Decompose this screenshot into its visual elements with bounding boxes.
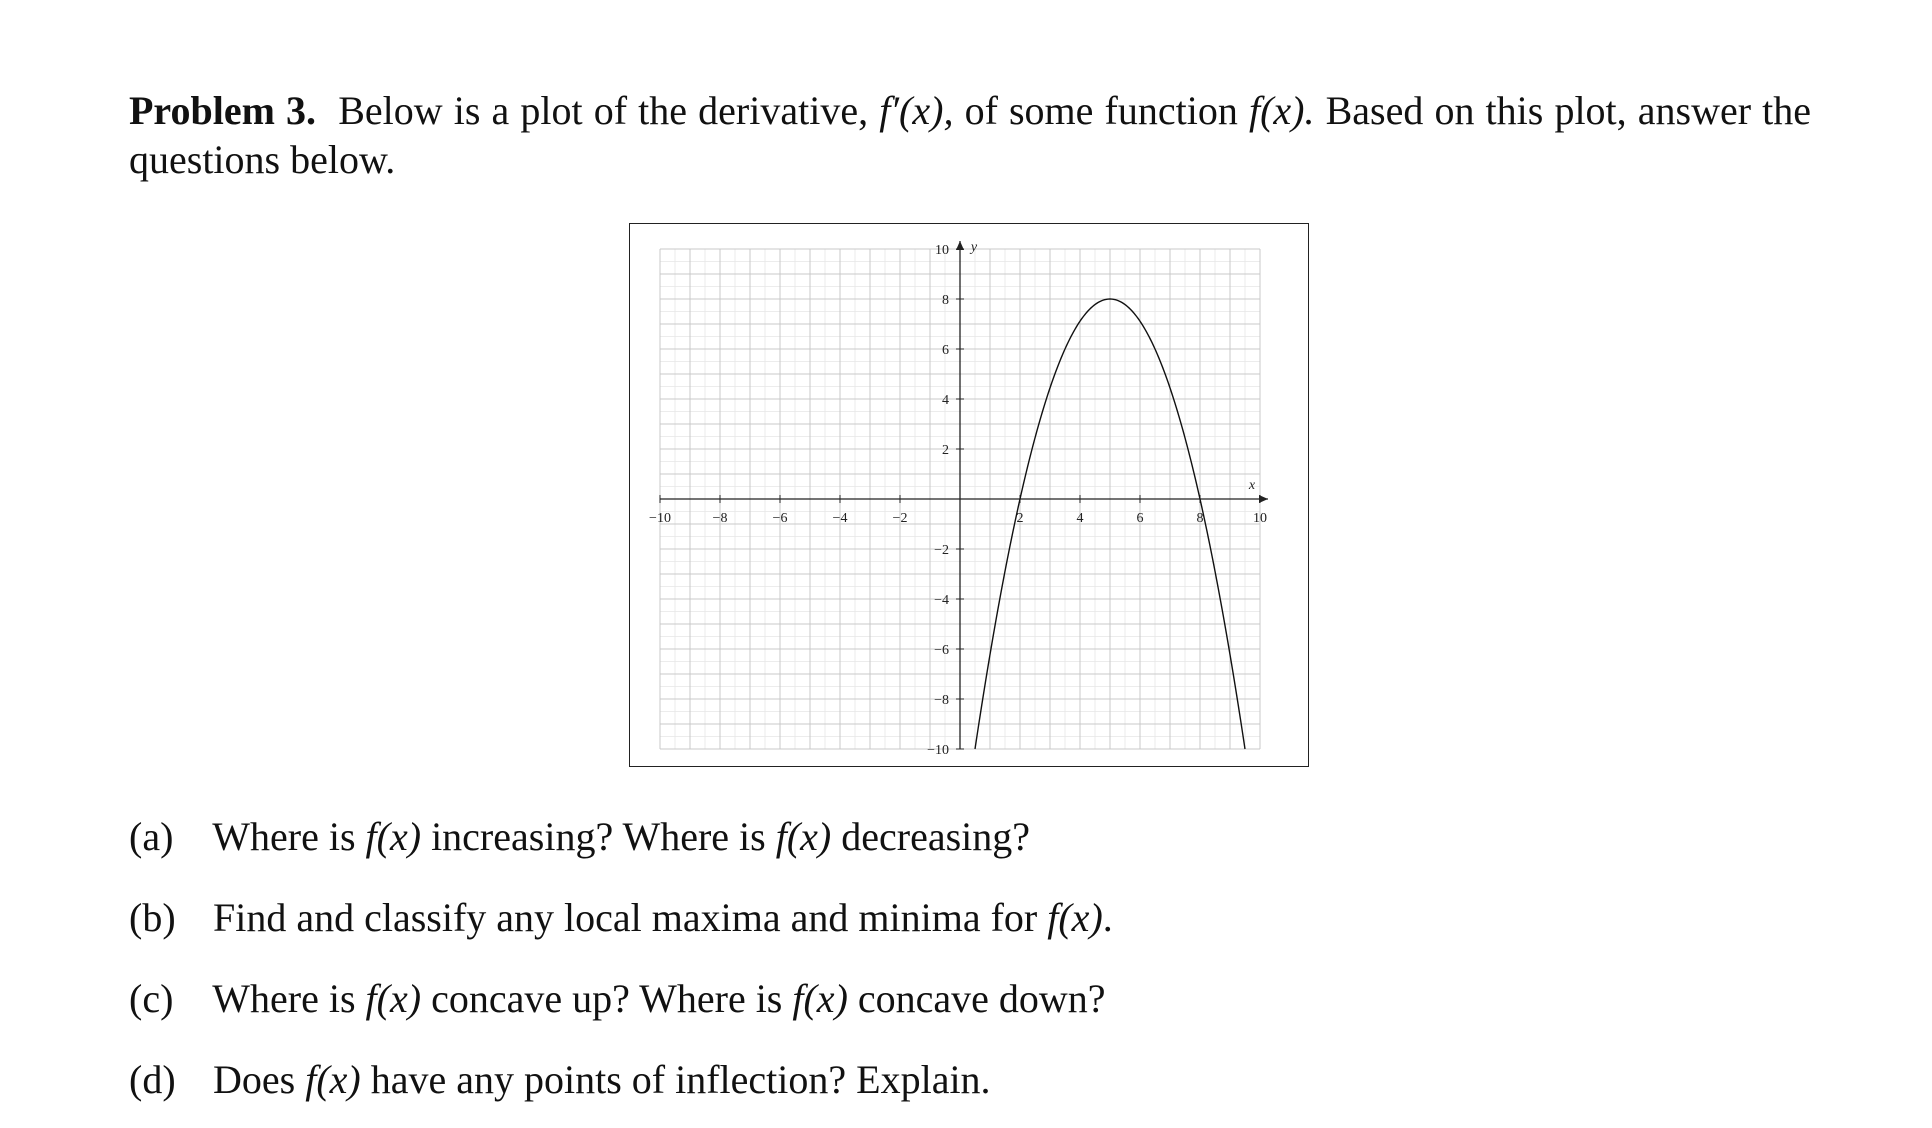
y-tick-label: −8 (934, 693, 949, 708)
y-tick-label: 10 (935, 243, 949, 258)
x-tick-label: −2 (892, 511, 908, 526)
y-tick-label: −10 (927, 743, 949, 758)
question-c-text-1: Where is (212, 976, 366, 1021)
question-c-fx-1: f(x) (365, 976, 422, 1021)
x-tick-label: 8 (1196, 511, 1204, 526)
question-c-fx-2: f(x) (792, 976, 848, 1021)
y-tick-label: −6 (934, 643, 949, 658)
question-a-text-3: decreasing? (831, 814, 1031, 859)
question-b (129, 894, 1113, 942)
y-tick-label: −4 (934, 593, 949, 608)
x-tick-label: 10 (1253, 511, 1267, 526)
problem-text-before: Below is a plot of the derivative, (338, 88, 869, 133)
problem-statement (129, 86, 1811, 184)
y-tick-label: 8 (942, 293, 949, 308)
question-a-label: (a) (129, 814, 174, 859)
question-b-fx-1: f(x) (1047, 895, 1103, 940)
question-d-label: (d) (129, 1057, 176, 1102)
question-a-fx-2: f(x) (775, 814, 832, 859)
x-axis-label: x (1248, 478, 1256, 493)
x-tick-label: −10 (649, 511, 671, 526)
question-d-text-2: have any points of inflection? Explain. (360, 1057, 991, 1102)
problem-text-middle: of some function (964, 88, 1238, 133)
question-a-fx-1: f(x) (365, 814, 422, 859)
y-tick-label: −2 (934, 543, 949, 558)
problem-text-after: Based on this plot, answer the questions below. (129, 88, 1812, 182)
f-expression: f(x). (1248, 88, 1315, 133)
question-b-text-2: . (1102, 895, 1113, 940)
question-d-fx-1: f(x) (305, 1057, 361, 1102)
question-c-text-3: concave down? (847, 976, 1106, 1021)
x-tick-label: −8 (712, 511, 728, 526)
x-tick-label: −6 (772, 511, 788, 526)
question-a-text-2: increasing? Where is (421, 814, 776, 859)
question-a-text-1: Where is (212, 814, 366, 859)
question-c (129, 975, 1106, 1023)
x-tick-label: 4 (1076, 511, 1084, 526)
question-d-text-1: Does (213, 1057, 306, 1102)
question-a (129, 813, 1030, 861)
y-tick-label: 4 (942, 393, 949, 408)
fprime-expression: f′(x), (879, 88, 954, 133)
x-tick-label: 6 (1136, 511, 1144, 526)
question-b-label: (b) (129, 895, 176, 940)
question-c-text-2: concave up? Where is (421, 976, 793, 1021)
y-axis-label: y (970, 240, 978, 255)
x-tick-label: 2 (1016, 511, 1024, 526)
problem-heading: Problem 3. (129, 88, 317, 133)
question-b-text-1: Find and classify any local maxima and minima for (213, 895, 1048, 940)
derivative-graph (629, 223, 1309, 767)
y-tick-label: 2 (942, 443, 949, 458)
question-c-label: (c) (129, 976, 174, 1021)
question-d (129, 1056, 991, 1104)
y-tick-label: 6 (942, 343, 949, 358)
x-tick-label: −4 (832, 511, 848, 526)
derivative-plot (630, 224, 1310, 768)
